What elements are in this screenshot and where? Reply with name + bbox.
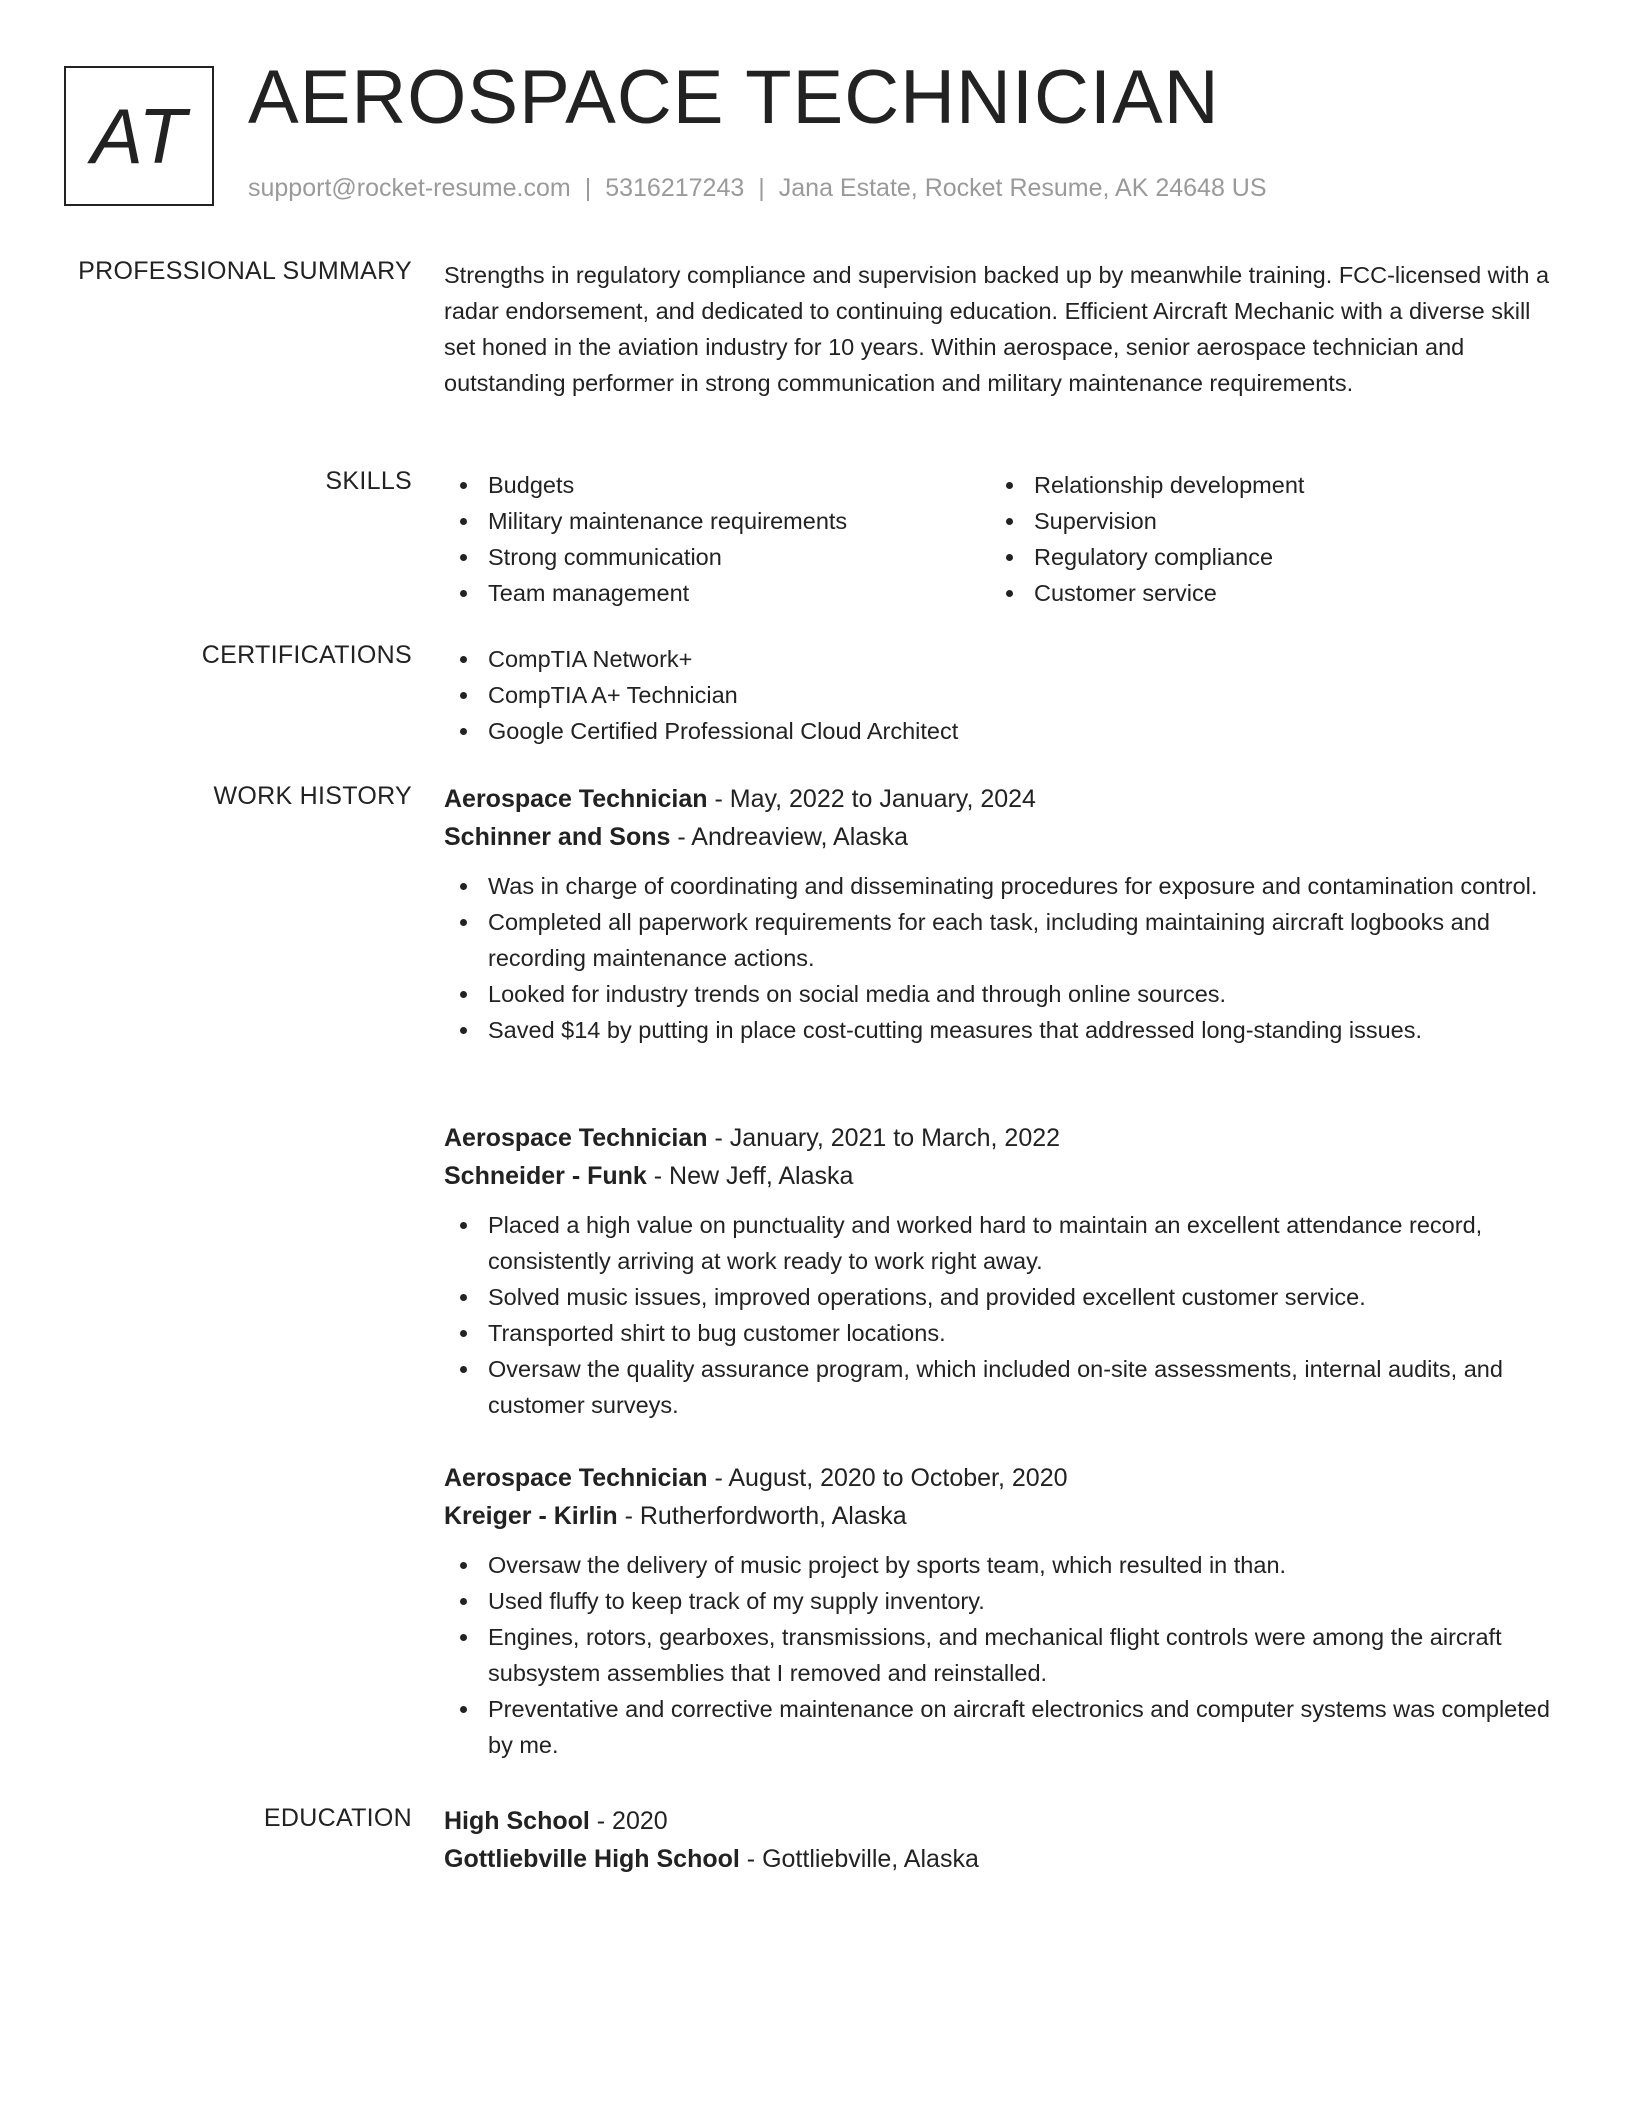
job-dates: - August, 2020 to October, 2020: [707, 1464, 1068, 1492]
job-title: Aerospace Technician: [444, 1464, 708, 1492]
job-body: [444, 780, 1560, 1048]
contact-email: support@rocket-resume.com: [248, 174, 571, 202]
job-bullet: Completed all paperwork requirements for each task, including maintaining aircraft logbooks and recording maintenance actions.: [444, 904, 1560, 976]
education-body: [444, 1802, 1560, 1878]
education-school: Gottliebville High School: [444, 1845, 740, 1873]
job-company-line: [444, 1497, 1560, 1535]
education-degree: High School: [444, 1807, 590, 1835]
job-bullet: Oversaw the delivery of music project by sports team, which resulted in than.: [444, 1547, 1560, 1583]
contact-line: [248, 174, 1267, 203]
skill-item: Customer service: [990, 575, 1536, 611]
job-bullet-list: [444, 1207, 1560, 1423]
job-bullet: Oversaw the quality assurance program, which included on-site assessments, internal audits, and customer surveys.: [444, 1351, 1560, 1423]
education-school-line: [444, 1840, 1560, 1878]
skill-item: Military maintenance requirements: [444, 503, 990, 539]
job-bullet: Preventative and corrective maintenance on aircraft electronics and computer systems was completed by me.: [444, 1691, 1560, 1763]
job-bullet: Transported shirt to bug customer locations.: [444, 1315, 1560, 1351]
job-company: Kreiger - Kirlin: [444, 1502, 618, 1530]
skill-item: Supervision: [990, 503, 1536, 539]
job-bullet: Solved music issues, improved operations, and provided excellent customer service.: [444, 1279, 1560, 1315]
job-bullet: Saved $14 by putting in place cost-cutting measures that addressed long-standing issues.: [444, 1012, 1560, 1048]
education-year: - 2020: [589, 1807, 668, 1835]
job-title: Aerospace Technician: [444, 785, 708, 813]
job-title-line: [444, 1119, 1560, 1157]
skill-item: Strong communication: [444, 539, 990, 575]
job-location: - New Jeff, Alaska: [646, 1162, 854, 1190]
contact-phone: 5316217243: [605, 174, 745, 202]
job-title-line: [444, 780, 1560, 818]
skills-column-2: [990, 467, 1536, 611]
job-company: Schinner and Sons: [444, 823, 671, 851]
skill-item: Budgets: [444, 467, 990, 503]
job-company: Schneider - Funk: [444, 1162, 647, 1190]
job-dates: - January, 2021 to March, 2022: [707, 1124, 1061, 1152]
job-bullet: Was in charge of coordinating and disseminating procedures for exposure and contamination control.: [444, 868, 1560, 904]
job-title-line: [444, 1459, 1560, 1497]
job-bullet: Looked for industry trends on social media and through online sources.: [444, 976, 1560, 1012]
skill-item: Team management: [444, 575, 990, 611]
job-location: - Andreaview, Alaska: [670, 823, 909, 851]
skills-grid: [444, 467, 1560, 611]
job-body: [444, 1459, 1560, 1763]
contact-separator: |: [758, 174, 765, 202]
certification-item: CompTIA A+ Technician: [444, 677, 1560, 713]
certifications-body: [444, 641, 1560, 749]
section-label-education: EDUCATION: [263, 1804, 412, 1832]
skill-item: Relationship development: [990, 467, 1536, 503]
summary-text: Strengths in regulatory compliance and supervision backed up by meanwhile training. FCC-licensed with a radar endorsement, and dedicated to continuing education. Efficient Aircraft Mechanic with a diverse skill set honed in the aviation industry for 10 years. Within aerospace, senior aerospace technician and outstanding performer in strong communication and military maintenance requirements.: [444, 262, 1550, 396]
contact-address: Jana Estate, Rocket Resume, AK 24648 US: [778, 174, 1267, 202]
section-label-work-history: WORK HISTORY: [213, 782, 412, 810]
certifications-list: [444, 641, 1560, 749]
job-bullet: Used fluffy to keep track of my supply inventory.: [444, 1583, 1560, 1619]
education-location: - Gottliebville, Alaska: [739, 1845, 979, 1873]
job-bullet-list: [444, 868, 1560, 1048]
job-bullet: Placed a high value on punctuality and worked hard to maintain an excellent attendance record, consistently arriving at work ready to work right away.: [444, 1207, 1560, 1279]
job-company-line: [444, 1157, 1560, 1195]
resume-title: AEROSPACE TECHNICIAN: [248, 55, 1220, 140]
job-bullet: Engines, rotors, gearboxes, transmissions, and mechanical flight controls were among the aircraft subsystem assemblies that I removed and reinstalled.: [444, 1619, 1560, 1691]
job-body: [444, 1119, 1560, 1423]
job-dates: - May, 2022 to January, 2024: [707, 785, 1036, 813]
section-label-skills: SKILLS: [325, 467, 412, 495]
education-degree-line: [444, 1802, 1560, 1840]
certification-item: CompTIA Network+: [444, 641, 1560, 677]
job-bullet-list: [444, 1547, 1560, 1763]
certification-item: Google Certified Professional Cloud Architect: [444, 713, 1560, 749]
job-title: Aerospace Technician: [444, 1124, 708, 1152]
skills-column-1: [444, 467, 990, 611]
contact-separator: |: [584, 174, 592, 202]
job-location: - Rutherfordworth, Alaska: [617, 1502, 907, 1530]
job-company-line: [444, 818, 1560, 856]
section-label-certifications: CERTIFICATIONS: [201, 641, 412, 669]
skill-item: Regulatory compliance: [990, 539, 1536, 575]
section-label-summary: PROFESSIONAL SUMMARY: [78, 257, 412, 285]
monogram-badge: AT: [64, 66, 214, 206]
